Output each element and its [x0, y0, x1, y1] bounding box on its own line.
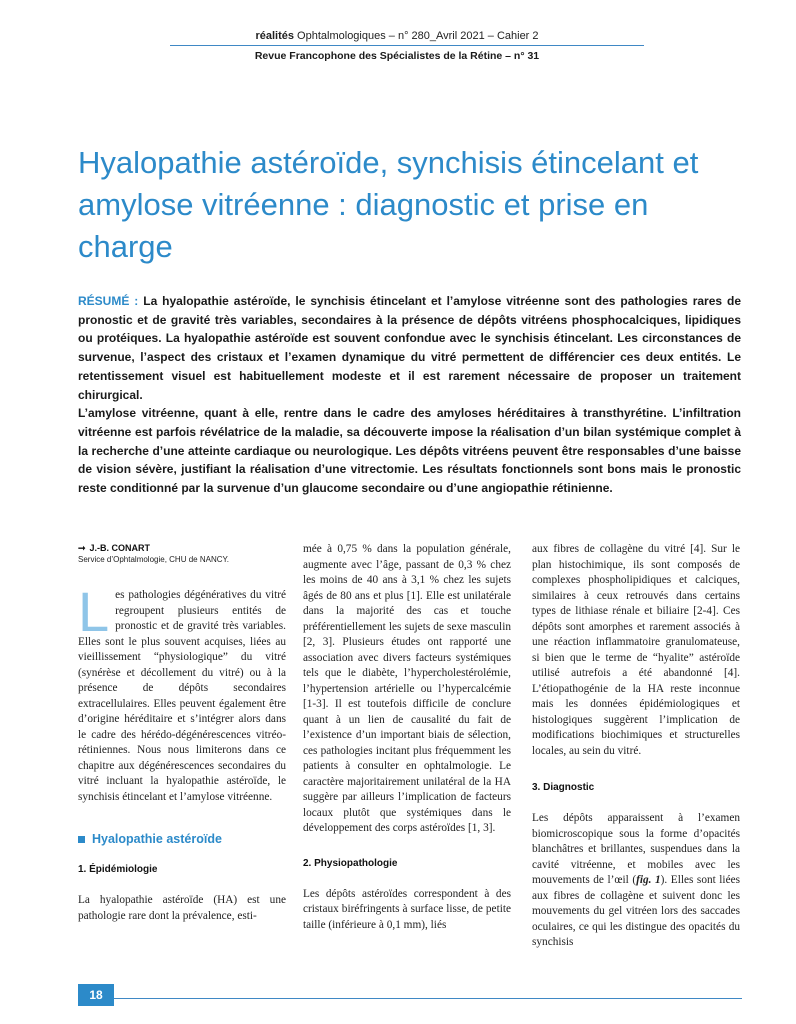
article-title: Hyalopathie astéroïde, synchisis étincelant et amylose vitréenne : diagnostic et prise en charge [78, 145, 699, 264]
abstract-paragraph-1 [78, 292, 741, 404]
square-bullet-icon [78, 836, 85, 843]
subheading-epidemiologie: 1. Épidémiologie [78, 864, 158, 875]
column-2 [303, 542, 511, 933]
figure-reference-link[interactable]: fig. 1 [636, 874, 661, 886]
journal-subtitle: Revue Francophone des Spécialistes de la Rétine – n° 31 [254, 50, 540, 62]
diagnostic-text-a: Les dépôts apparaissent à l’examen biomicroscopique sous la forme d’opacités blanchâtres et brillantes, suspendues dans la cavité vitréenne, et mobiles avec les mouvements de l’œil ( [532, 812, 740, 886]
journal-issue: Ophtalmologiques – n° 280_Avril 2021 – Cahier 2 [294, 30, 539, 42]
page-number: 18 [78, 984, 114, 1006]
body-paragraph: mée à 0,75 % dans la population générale, augmente avec l’âge, passant de 0,3 % chez les moins de 40 ans à 3,1 % chez les sujets âgés de 80 ans et plus [1]. Elle est unilatérale dans la majorité des cas et touche préférentiellement les sujets de sexe masculin [2, 3]. Plusieurs études ont rapporté une association avec divers facteurs systémiques tels que le diabète, l’hypercholestérolémie, l’hypertension artérielle ou l’hypercalcémie [1-3]. Il est toutefois difficile de conclure quant à un lien de causalité du fait de l’existence d’un important biais de sélection, ces pathologies incitant plus fréquemment les patients à consulter en ophtalmologie. Le caractère majoritairement unilatéral de la HA suggère par ailleurs l’implication de facteurs locaux plutôt que systémiques dans le développement des corps astéroïdes [1, 3]. [303, 543, 511, 834]
author-name: J.-B. CONART [89, 543, 151, 553]
footer-rule [78, 998, 742, 999]
arrow-icon: ➞ [78, 543, 86, 553]
abstract-text-1: La hyalopathie astéroïde, le synchisis étincelant et l’amylose vitréenne sont des pathologies rares de pronostic et de gravité très variables, secondaires à la présence de dépôts vitréens phosphocalciques, lipidiques ou protéiques. La hyalopathie astéroïde est souvent confondue avec le synchisis étincelant. Les circonstances de survenue, l’aspect des cristaux et l’examen dynamique du vitré permettent de différencier ces deux entités. Le retentissement visuel est habituellement modeste et il est rarement nécessaire de proposer un traitement chirurgical. [78, 294, 741, 402]
author-line [78, 542, 286, 554]
section-heading [78, 831, 286, 847]
subheading-diagnostic: 3. Diagnostic [532, 782, 595, 793]
intro-paragraph [78, 580, 286, 805]
body-paragraph: aux fibres de collagène du vitré [4]. Sur le plan histochimique, ils sont composés de complexes phospholipidiques et calciques, similaires à ceux retrouvés dans certains types de lithiase rénale et biliaire [2-4]. Ces dépôts sont amorphes et rarement associés à une réaction inflammatoire granulomateuse, si bien que le terme de “hyalite” astéroïde utilisé autrefois a été abandonné [4]. L’étiopathogénie de la HA reste inconnue mais les données épidémiologiques et histologiques suggèrent l’implication de modifications biochimiques et structurelles locales, au sein du vitré. [532, 543, 740, 757]
diagnostic-text-b: ). Elles sont liées aux fibres de collagène et suivent donc les mouvements du gel vitréen lors des saccades oculaires, ce qui les distingue des opacités du synchisis [532, 874, 740, 948]
body-paragraph: La hyalopathie astéroïde (HA) est une pathologie rare dont la prévalence, esti- [78, 894, 286, 922]
abstract-paragraph-2: L’amylose vitréenne, quant à elle, rentre dans le cadre des amyloses héréditaires à transthyrétine. L’infiltration vitréenne est parfois révélatrice de la maladie, sa découverte impose la réalisation d’un bilan systémique complet à la recherche d’une atteinte cardiaque ou neurologique. Les dépôts vitréens peuvent être responsables d’une baisse de vision sévère, justifiant la réalisation d’une vitrectomie. Les résultats fonctionnels sont bons mais le pronostic reste conditionné par la survenue d’un glaucome secondaire ou d’une angiopathie rétinienne. [78, 406, 741, 496]
abstract-label: RÉSUMÉ : [78, 294, 139, 308]
header-rule [170, 45, 644, 46]
column-1 [78, 542, 286, 924]
intro-text: es pathologies dégénératives du vitré regroupent plusieurs entités de pronostic et de gravité très variables. Elles sont le plus souvent acquises, liées au vieillissement “physiologique” du vitré (synérèse et décollement du vitré) ou à la présence de dépôts secondaires extracellulaires. Elles peuvent également être d’origine héréditaire et s’intégrer alors dans le cadre des hérédo-dégénérescences vitréo-rétiniennes. Nous nous limiterons dans ce chapitre aux dégénérescences secondaires du vitré incluant la hyalopathie astéroïde, le synchisis étincelant et l’amylose vitréenne. [78, 589, 286, 803]
journal-brand: réalités [255, 30, 294, 42]
column-3 [532, 542, 740, 951]
section-heading-text: Hyalopathie astéroïde [92, 832, 222, 846]
author-affiliation: Service d’Ophtalmologie, CHU de NANCY. [78, 555, 230, 564]
subheading-physiopathologie: 2. Physiopathologie [303, 857, 398, 869]
abstract [78, 292, 741, 498]
body-paragraph [532, 811, 740, 951]
journal-header [150, 30, 644, 42]
body-paragraph: Les dépôts astéroïdes correspondent à des cristaux biréfringents à surface lisse, de petite taille (inférieure à 0,1 mm), liés [303, 887, 511, 931]
drop-cap: L [78, 580, 110, 643]
